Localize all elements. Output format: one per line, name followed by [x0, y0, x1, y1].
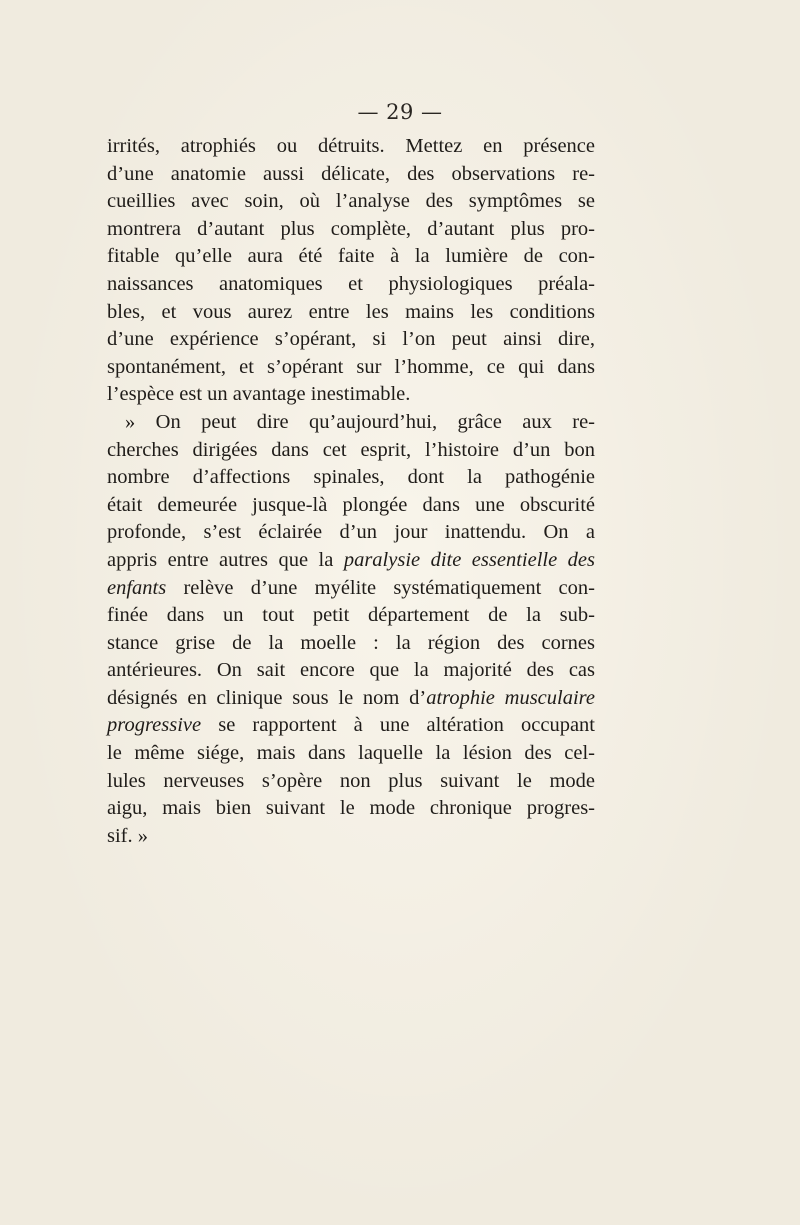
text-line: sif. » — [107, 824, 148, 847]
text-line — [107, 547, 595, 575]
text-line: fitable qu’elle aura été faite à la lumière de con- — [107, 245, 595, 268]
italic-run: enfants — [107, 576, 167, 599]
page-number: — 29 — — [357, 100, 443, 124]
text-line: était demeurée jusque-là plongée dans une obscurité — [107, 493, 595, 516]
text-line: » On peut dire qu’aujourd’hui, grâce aux re- — [125, 410, 595, 433]
text-line: antérieures. On sait encore que la majorité des cas — [107, 659, 595, 682]
text-line: aigu, mais bien suivant le mode chronique progres- — [107, 797, 595, 820]
text-line: stance grise de la moelle : la région des cornes — [107, 631, 595, 654]
text-line: lules nerveuses s’opère non plus suivant le mode — [107, 769, 595, 792]
text-line: d’une anatomie aussi délicate, des observations re- — [107, 162, 595, 185]
text-line: finée dans un tout petit département de la sub- — [107, 604, 595, 627]
text-line: cueillies avec soin, où l’analyse des symptômes se — [107, 190, 595, 213]
text-line: spontanément, et s’opérant sur l’homme, ce qui dans — [107, 355, 595, 378]
text-line: naissances anatomiques et physiologiques préala- — [107, 272, 595, 295]
text-line: profonde, s’est éclairée d’un jour inattendu. On a — [107, 521, 595, 544]
text-line: le même siége, mais dans laquelle la lésion des cel- — [107, 742, 595, 765]
italic-run: progressive — [107, 714, 202, 737]
text-line: d’une expérience s’opérant, si l’on peut ainsi dire, — [107, 328, 595, 351]
text-line: cherches dirigées dans cet esprit, l’histoire d’un bon — [107, 438, 595, 461]
text-line: montrera d’autant plus complète, d’autant plus pro- — [107, 217, 595, 240]
body-text — [107, 133, 595, 850]
text-line: irrités, atrophiés ou détruits. Mettez en présence — [107, 135, 595, 157]
text-line — [107, 575, 595, 603]
text-run: se rapportent à une altération occupant — [201, 714, 595, 737]
text-run: désignés en clinique sous le nom d’ — [107, 686, 427, 709]
text-run: relève d’une myélite systématiquement con- — [166, 576, 595, 599]
text-run: appris entre autres que la — [107, 548, 344, 571]
text-line — [107, 685, 595, 713]
text-line: l’espèce est un avantage inestimable. — [107, 383, 411, 406]
italic-run: atrophie musculaire — [426, 686, 595, 709]
text-line: nombre d’affections spinales, dont la pathogénie — [107, 466, 595, 489]
text-line: bles, et vous aurez entre les mains les conditions — [107, 300, 595, 323]
italic-run: paralysie dite essentielle des — [343, 548, 595, 571]
text-line — [107, 712, 595, 740]
